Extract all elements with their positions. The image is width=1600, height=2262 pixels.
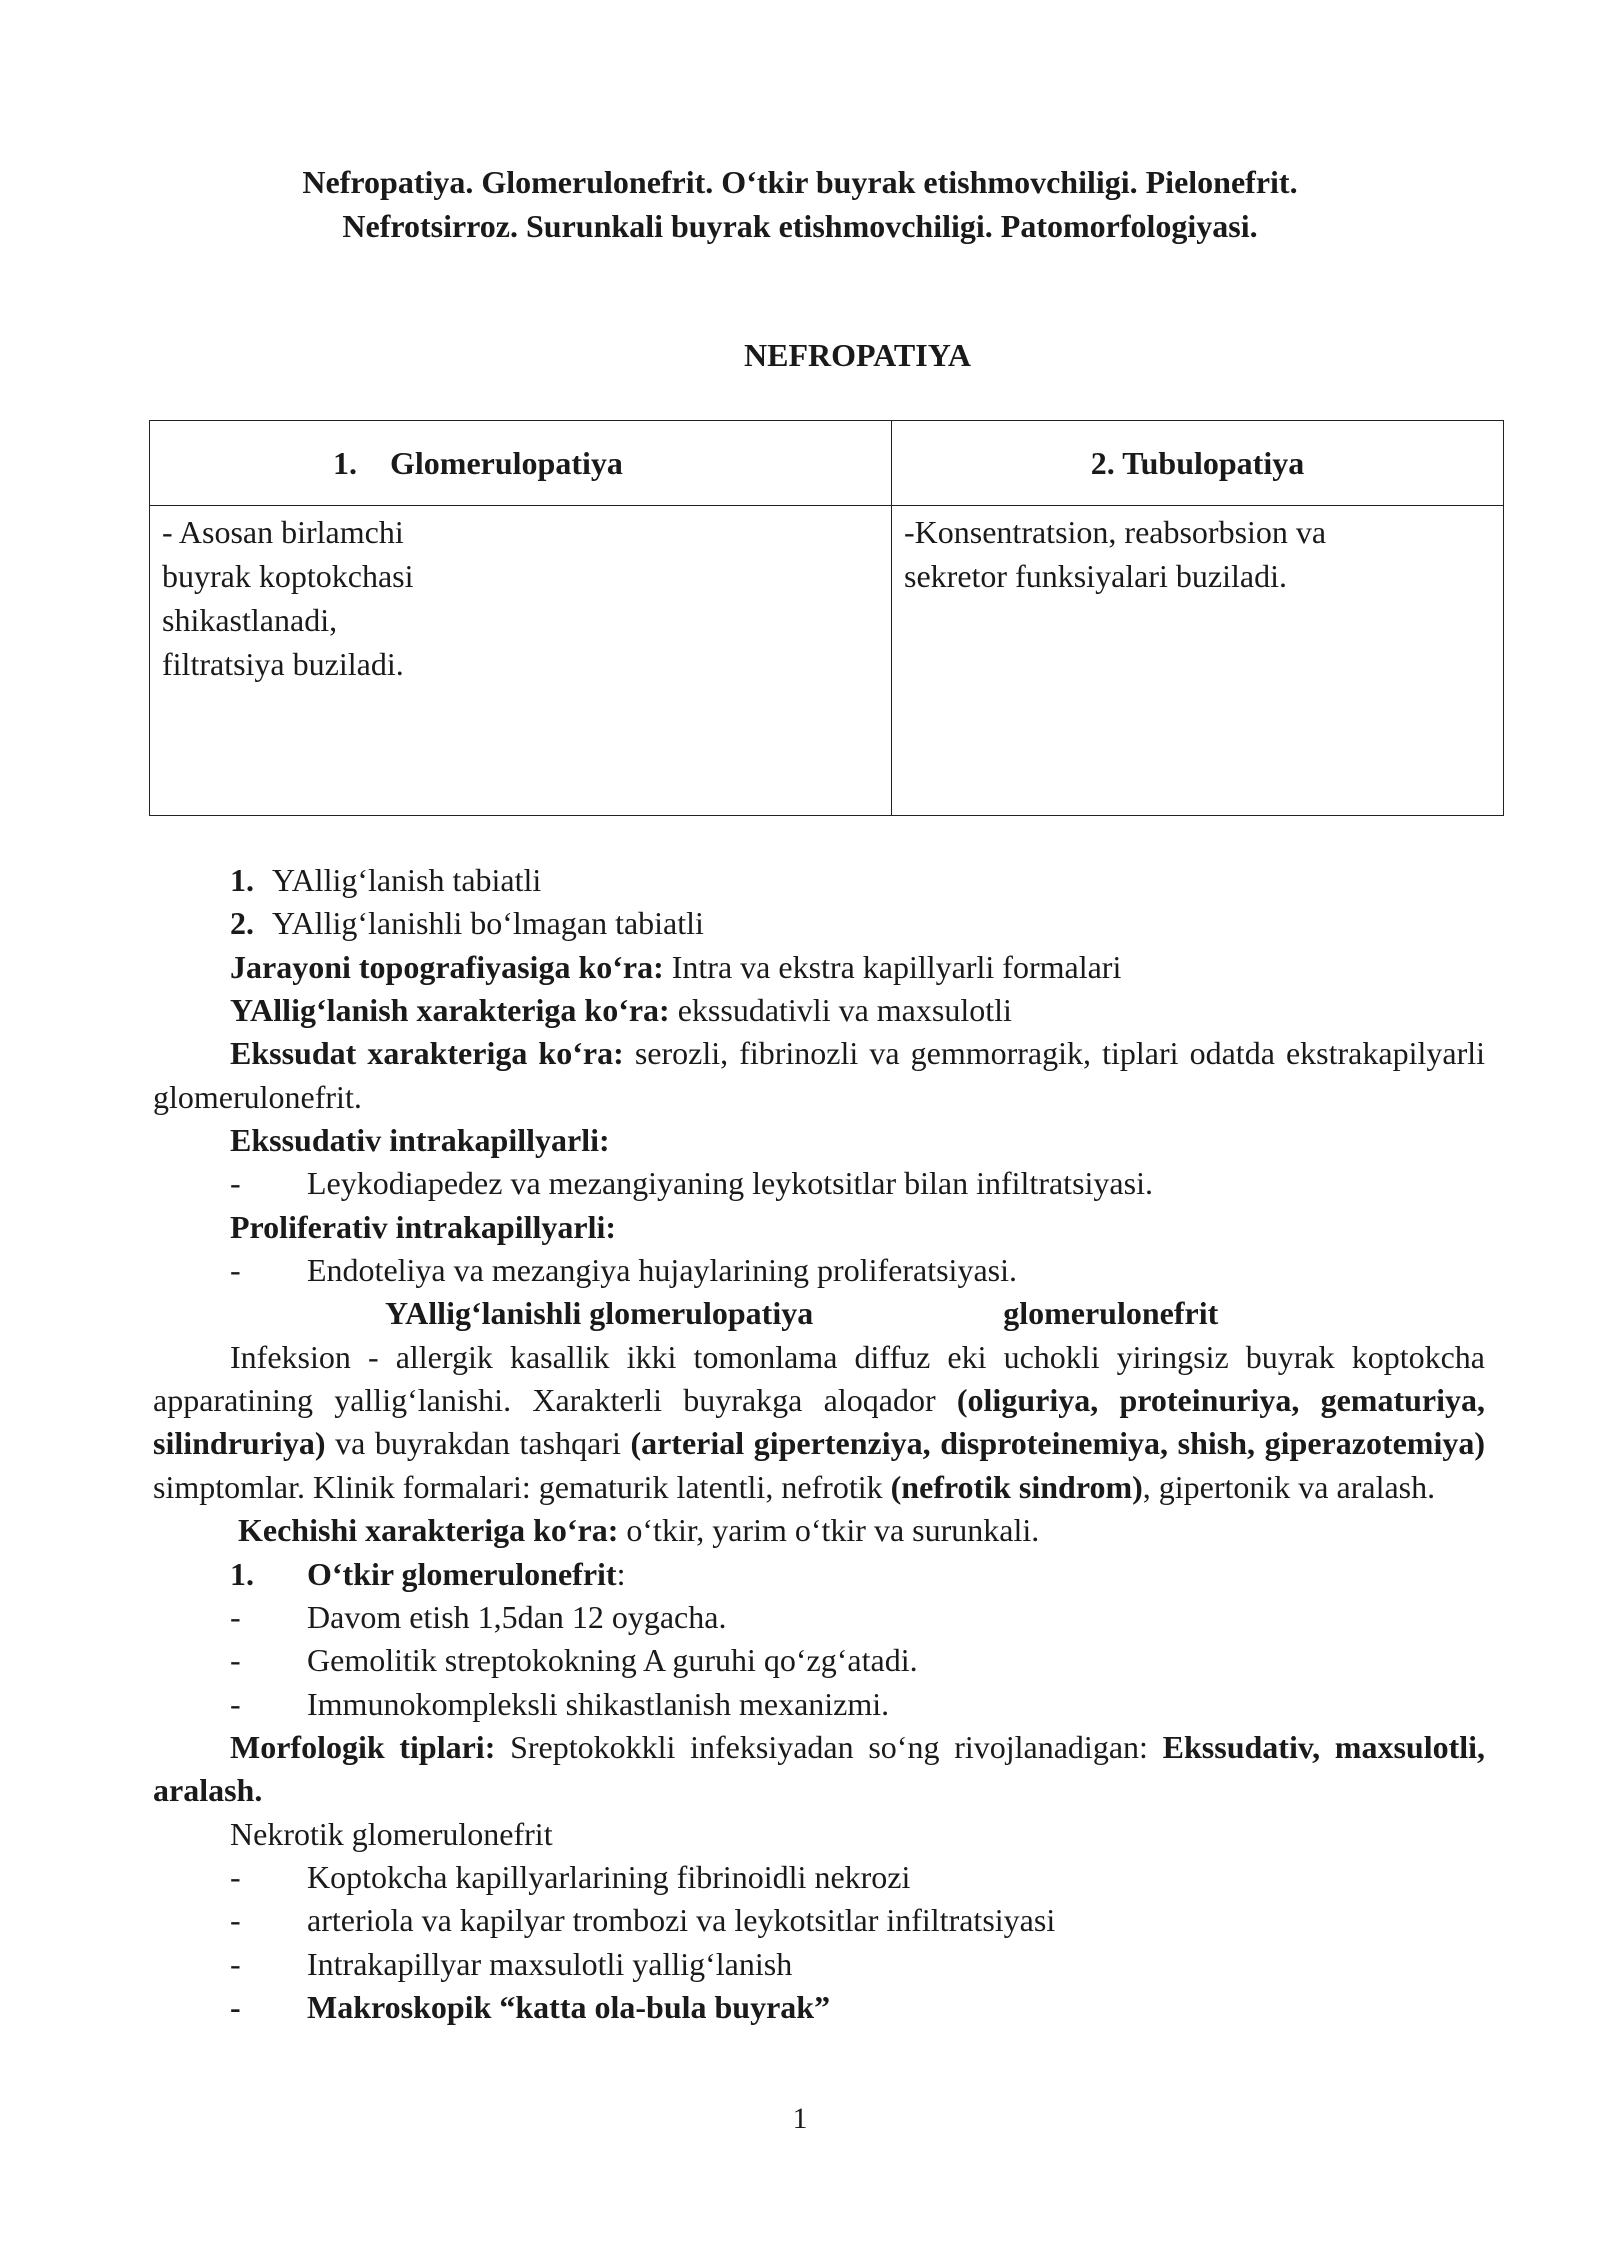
dash-item: - Immunokompleksli shikastlanish mexanizmi. bbox=[230, 1685, 890, 1722]
body-text bbox=[153, 859, 1485, 2029]
list-item: 1. YAllig‘lanish tabiatli bbox=[230, 862, 542, 898]
dash-item: - Leykodiapedez va mezangiyaning leykotsitlar bilan infiltratsiyasi. bbox=[230, 1165, 1153, 1202]
cell-line: -Konsentratsion, reabsorbsion va bbox=[904, 514, 1327, 550]
dash-item: - Makroskopik “katta ola-bula buyrak” bbox=[230, 1988, 831, 2025]
document-title bbox=[150, 160, 1450, 248]
table-header-tubulopatiya: 2. Tubulopatiya bbox=[892, 421, 1504, 506]
subheading-proliferative: Proliferativ intrakapillyarli: bbox=[230, 1208, 617, 1245]
nephropathy-table bbox=[149, 420, 1504, 816]
subheading-glomerulonephritis: YAllig‘lanishli glomerulopatiya glomerulonefrit bbox=[385, 1295, 1219, 1332]
paragraph-infection: Infeksion - allergik kasallik ikki tomonlama diffuz eki uchokli yiringsiz buyrak koptokcha apparatining yallig‘lanishi. Xarakterli buyrakga aloqador (oliguriya, proteinuriya, gematuriya, silindruriya) va buyrakdan tashqari (arterial gipertenziya, disproteinemiya, shish, giperazotemiya) simptomlar. Klinik formalari: gematurik latentli, nefrotik (nefrotik sindrom), gipertonik va aralash. bbox=[153, 1338, 1486, 1505]
header-number: 1. bbox=[333, 445, 357, 481]
paragraph-exudate: Ekssudat xarakteriga ko‘ra: serozli, fibrinozli va gemmorragik, tiplari odatda ekstrakapilyarli glomerulonefrit. bbox=[153, 1035, 1486, 1115]
cell-line: filtratsiya buziladi. bbox=[162, 646, 404, 682]
section-heading: NEFROPATIYA bbox=[744, 337, 971, 373]
dash-item: - Koptokcha kapillyarlarining fibrinoidli nekrozi bbox=[230, 1858, 911, 1895]
paragraph-topography: Jarayoni topografiyasiga ko‘ra: Intra va ekstra kapillyarli formalari bbox=[230, 948, 1122, 985]
table-row bbox=[150, 506, 1504, 816]
table-header-row bbox=[150, 421, 1504, 506]
list-item-acute: 1. O‘tkir glomerulonefrit: bbox=[230, 1555, 626, 1592]
table-cell-glomerulopatiya bbox=[150, 506, 892, 816]
cell-line: - Asosan birlamchi bbox=[162, 514, 404, 550]
page-number: 1 bbox=[792, 2102, 808, 2135]
subheading-necrotic: Nekrotik glomerulonefrit bbox=[230, 1815, 553, 1852]
dash-item: - Intrakapillyar maxsulotli yallig‘lanish bbox=[230, 1945, 793, 1982]
cell-line: sekretor funksiyalari buziladi. bbox=[904, 558, 1287, 594]
table-cell-tubulopatiya bbox=[892, 506, 1504, 816]
title-line-1: Nefropatiya. Glomerulonefrit. O‘tkir buyrak etishmovchiligi. Pielonefrit. bbox=[302, 164, 1298, 200]
dash-item: - Gemolitik streptokokning A guruhi qo‘zg‘atadi. bbox=[230, 1642, 918, 1679]
paragraph-course: Kechishi xarakteriga ko‘ra: o‘tkir, yarim o‘tkir va surunkali. bbox=[238, 1512, 1040, 1549]
cell-line: buyrak koptokchasi bbox=[162, 558, 414, 594]
dash-item: - arteriola va kapilyar trombozi va leykotsitlar infiltratsiyasi bbox=[230, 1902, 1056, 1939]
paragraph-character: YAllig‘lanish xarakteriga ko‘ra: ekssudativli va maxsulotli bbox=[230, 992, 1012, 1029]
subheading-exudative: Ekssudativ intrakapillyarli: bbox=[230, 1122, 610, 1159]
cell-line: shikastlanadi, bbox=[162, 602, 338, 638]
paragraph-morphology: Morfologik tiplari: Sreptokokkli infeksiyadan so‘ng rivojlanadigan: Ekssudativ, maxsulotli, aralash. bbox=[153, 1728, 1486, 1809]
list-item: 2. YAllig‘lanishli bo‘lmagan tabiatli bbox=[230, 905, 704, 942]
dash-item: - Davom etish 1,5dan 12 oygacha. bbox=[230, 1598, 727, 1635]
table-header-glomerulopatiya bbox=[150, 421, 892, 506]
dash-item: - Endoteliya va mezangiya hujaylarining proliferatsiyasi. bbox=[230, 1252, 1017, 1289]
title-line-2: Nefrotsirroz. Surunkali buyrak etishmovchiligi. Patomorfologiyasi. bbox=[342, 208, 1258, 244]
header-label: Glomerulopatiya bbox=[390, 445, 623, 481]
